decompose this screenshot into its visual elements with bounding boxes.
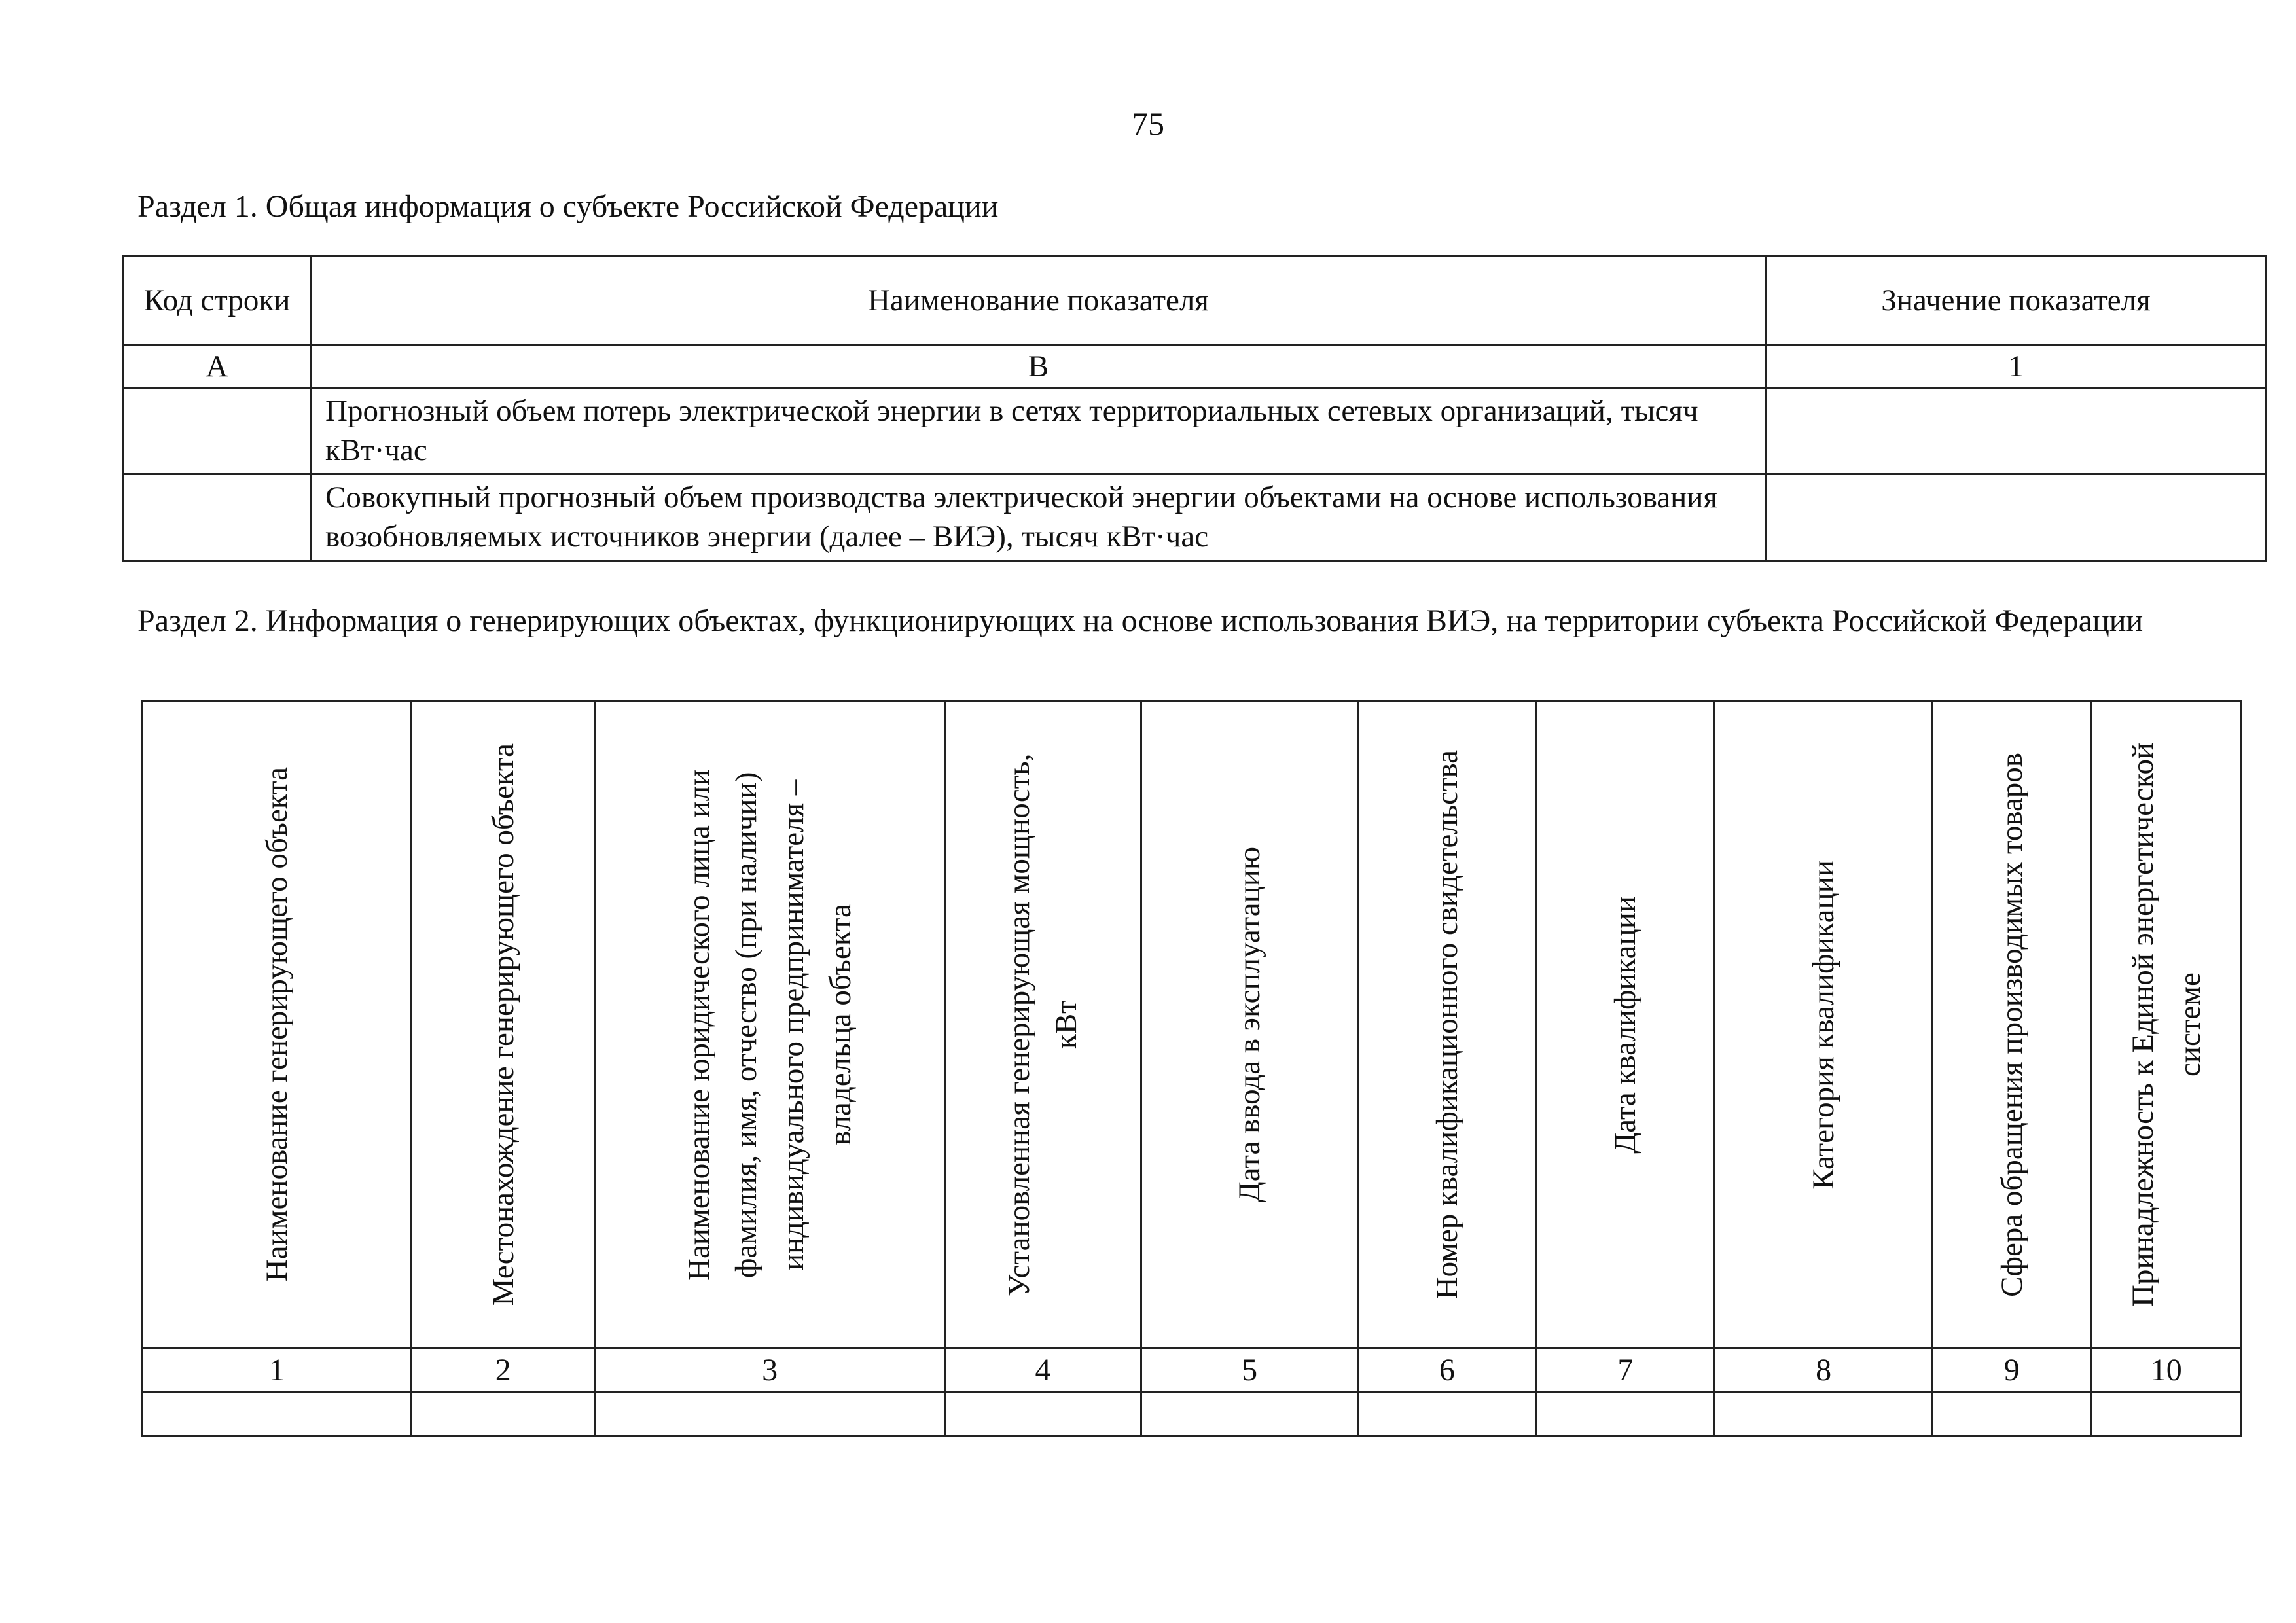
empty-cell xyxy=(1141,1393,1358,1436)
col-number-9: 9 xyxy=(1932,1348,2091,1393)
header-value: Значение показателя xyxy=(1766,257,2267,345)
table-header-row xyxy=(123,257,2267,345)
section1-title: Раздел 1. Общая информация о субъекте Российской Федерации xyxy=(137,189,999,224)
col-header-5: Дата ввода в эксплуатацию xyxy=(1141,702,1358,1348)
col-header-6: Номер квалификационного свидетельства xyxy=(1358,702,1537,1348)
table-row xyxy=(143,1393,2242,1436)
table-row xyxy=(123,474,2267,561)
col-number-3: 3 xyxy=(595,1348,944,1393)
row2-code xyxy=(123,474,312,561)
empty-cell xyxy=(1358,1393,1537,1436)
row2-name: Совокупный прогнозный объем производства электрической энергии объектами на основе использования возобновляемых источников энергии (далее – ВИЭ), тысяч кВт·час xyxy=(312,474,1766,561)
row2-value xyxy=(1766,474,2267,561)
col-number-7: 7 xyxy=(1536,1348,1715,1393)
section1-table xyxy=(122,255,2267,562)
empty-cell xyxy=(944,1393,1141,1436)
empty-cell xyxy=(1715,1393,1933,1436)
page-number: 75 xyxy=(1132,105,1164,142)
col-header-1: Наименование генерирующего объекта xyxy=(143,702,412,1348)
col-header-10: Принадлежность к Единой энергетической системе xyxy=(2091,702,2242,1348)
index-name: В xyxy=(312,345,1766,388)
col-number-4: 4 xyxy=(944,1348,1141,1393)
empty-cell xyxy=(411,1393,595,1436)
col-header-8: Категория квалификации xyxy=(1715,702,1933,1348)
header-name: Наименование показателя xyxy=(312,257,1766,345)
col-header-2: Местонахождение генерирующего объекта xyxy=(411,702,595,1348)
index-value: 1 xyxy=(1766,345,2267,388)
col-header-3: Наименование юридического лица или фамилия, имя, отчество (при наличии) индивидуального предпринимателя – владельца объекта xyxy=(595,702,944,1348)
col-header-7: Дата квалификации xyxy=(1536,702,1715,1348)
header-code: Код строки xyxy=(123,257,312,345)
section2-title: Раздел 2. Информация о генерирующих объектах, функционирующих на основе использования ВИЭ, на территории субъекта Российской Федерации xyxy=(137,603,2144,638)
empty-cell xyxy=(1536,1393,1715,1436)
section2-table xyxy=(141,700,2242,1437)
col-header-9: Сфера обращения производимых товаров xyxy=(1932,702,2091,1348)
empty-cell xyxy=(2091,1393,2242,1436)
col-header-4: Установленная генерирующая мощность, кВт xyxy=(944,702,1141,1348)
col-number-8: 8 xyxy=(1715,1348,1933,1393)
index-code: А xyxy=(123,345,312,388)
table-row xyxy=(123,388,2267,474)
col-number-10: 10 xyxy=(2091,1348,2242,1393)
column-header-row xyxy=(143,702,2242,1348)
empty-cell xyxy=(595,1393,944,1436)
col-number-5: 5 xyxy=(1141,1348,1358,1393)
column-number-row xyxy=(143,1348,2242,1393)
col-number-1: 1 xyxy=(143,1348,412,1393)
row1-name: Прогнозный объем потерь электрической энергии в сетях территориальных сетевых организаций, тысяч кВт·час xyxy=(312,388,1766,474)
empty-cell xyxy=(143,1393,412,1436)
col-number-2: 2 xyxy=(411,1348,595,1393)
row1-code xyxy=(123,388,312,474)
row1-value xyxy=(1766,388,2267,474)
index-row xyxy=(123,345,2267,388)
col-number-6: 6 xyxy=(1358,1348,1537,1393)
empty-cell xyxy=(1932,1393,2091,1436)
